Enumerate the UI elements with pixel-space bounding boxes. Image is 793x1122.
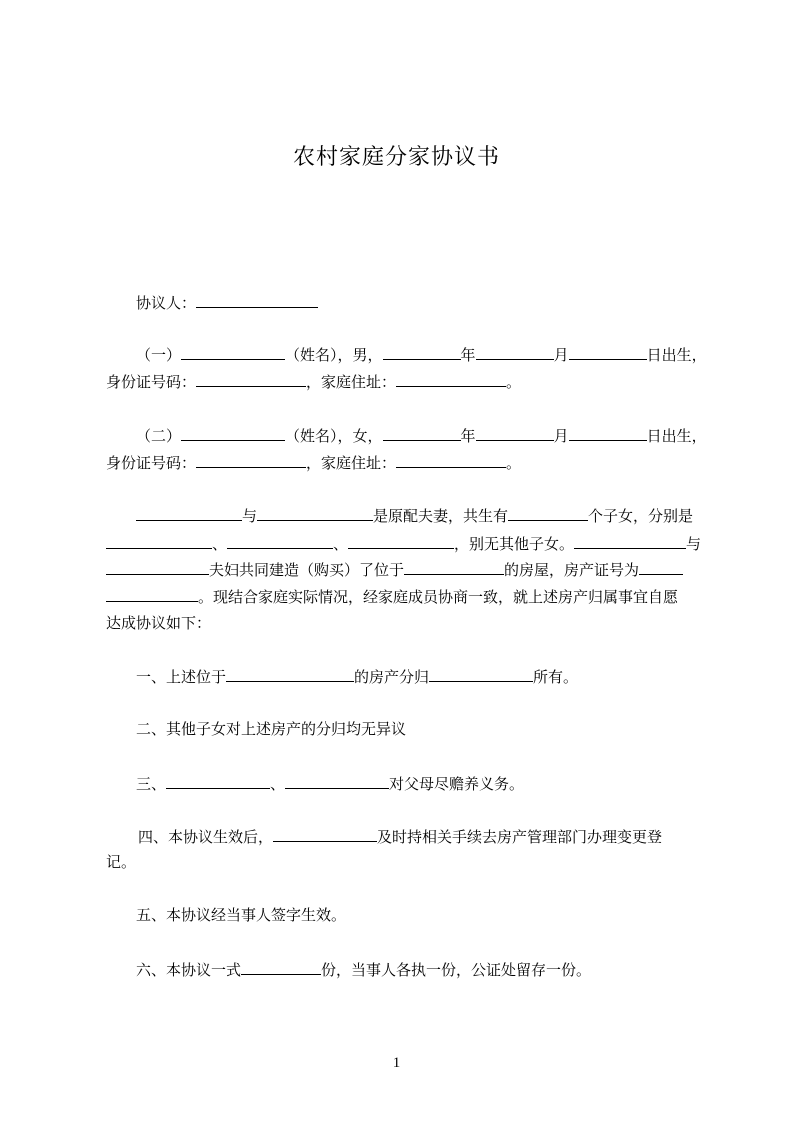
blank-field[interactable] [476, 344, 554, 360]
blank-field[interactable] [476, 425, 554, 441]
blank-field[interactable] [181, 425, 285, 441]
text: 。现结合家庭实际情况，经家庭成员协商一致，就上述房产归属事宜自愿 [198, 588, 679, 606]
blank-field[interactable] [569, 425, 647, 441]
clause-3 [136, 773, 524, 794]
clause-6 [136, 959, 591, 980]
text: 三、 [136, 775, 167, 793]
blank-field[interactable] [383, 344, 461, 360]
name-hint: （姓名） [285, 346, 338, 364]
intro-line-2 [106, 533, 701, 554]
blank-field[interactable] [106, 586, 198, 602]
party-2-prefix: （二） [136, 427, 182, 445]
intro-line-5 [106, 613, 211, 633]
year-label: 年 [460, 427, 476, 445]
text: ，别无其他子女。 [454, 535, 575, 553]
year-label: 年 [460, 346, 476, 364]
id-label: 身份证号码： [106, 373, 197, 391]
text: 四、本协议生效后， [138, 828, 274, 846]
blank-field[interactable] [136, 505, 242, 521]
month-label: 月 [553, 346, 569, 364]
text: 份，当事人各执一份，公证处留存一份。 [321, 961, 592, 979]
blank-field[interactable] [383, 425, 461, 441]
text: 的房屋，房产证号为 [504, 561, 640, 579]
clause-5 [136, 905, 346, 925]
blank-field[interactable] [429, 666, 533, 682]
gender-text: ，男， [337, 346, 383, 364]
text: 二、其他子女对上述房产的分归均无异议 [136, 720, 407, 738]
text: 达成协议如下： [106, 614, 212, 632]
period: 。 [506, 454, 522, 472]
text: 一、上述位于 [136, 668, 227, 686]
blank-field[interactable] [166, 773, 270, 789]
blank-field[interactable] [226, 666, 354, 682]
party-1-prefix: （一） [136, 346, 182, 364]
blank-field[interactable] [106, 559, 209, 575]
page-number: 1 [392, 1055, 401, 1071]
name-hint: （姓名） [285, 427, 338, 445]
blank-field[interactable] [508, 505, 588, 521]
period: 。 [506, 373, 522, 391]
intro-line-3 [106, 559, 683, 580]
blank-field[interactable] [639, 559, 683, 575]
clause-4-line-1 [138, 826, 662, 847]
text: 、 [270, 775, 286, 793]
text: 五、本协议经当事人签字生效。 [136, 906, 347, 924]
blank-field[interactable] [396, 371, 506, 387]
blank-field[interactable] [396, 452, 506, 468]
blank-field[interactable] [404, 559, 504, 575]
gender-text: ，女， [337, 427, 383, 445]
text: 六、本协议一式 [136, 961, 242, 979]
party-2-line-2 [106, 452, 521, 473]
blank-field[interactable] [574, 533, 686, 549]
text: 及时持相关手续去房产管理部门办理变更登 [377, 828, 663, 846]
text: 、 [333, 535, 349, 553]
address-label: ，家庭住址： [306, 454, 397, 472]
text: 是原配夫妻，共生有 [373, 507, 509, 525]
born-label: 日出生， [646, 346, 707, 364]
intro-line-4 [106, 586, 678, 607]
text: 与 [686, 535, 702, 553]
text: 的房产分归 [354, 668, 430, 686]
id-label: 身份证号码： [106, 454, 197, 472]
address-label: ，家庭住址： [306, 373, 397, 391]
intro-line-1 [136, 505, 693, 526]
blank-field[interactable] [273, 826, 377, 842]
blank-field[interactable] [196, 452, 306, 468]
month-label: 月 [553, 427, 569, 445]
clause-4-line-2 [106, 852, 136, 872]
party-2-line-1 [136, 425, 707, 446]
clause-2 [136, 719, 406, 739]
text: 个子女，分别是 [588, 507, 694, 525]
blank-field[interactable] [348, 533, 454, 549]
party-1-line-2 [106, 371, 521, 392]
blank-field[interactable] [285, 773, 389, 789]
text: 与 [242, 507, 258, 525]
text: 对父母尽赡养义务。 [389, 775, 525, 793]
born-label: 日出生， [646, 427, 707, 445]
party-label: 协议人： [136, 294, 197, 312]
blank-field[interactable] [227, 533, 333, 549]
page-title: 农村家庭分家协议书 [292, 145, 500, 170]
blank-field[interactable] [257, 505, 373, 521]
blank-field[interactable] [106, 533, 212, 549]
clause-1 [136, 666, 578, 687]
text: 记。 [106, 853, 137, 871]
blank-field[interactable] [569, 344, 647, 360]
blank-field[interactable] [196, 292, 318, 308]
party-1-line-1 [136, 344, 707, 365]
blank-field[interactable] [181, 344, 285, 360]
text: 、 [212, 535, 228, 553]
party-label-line [136, 292, 318, 313]
blank-field[interactable] [196, 371, 306, 387]
text: 所有。 [533, 668, 579, 686]
blank-field[interactable] [241, 959, 321, 975]
text: 夫妇共同建造（购买）了位于 [209, 561, 405, 579]
